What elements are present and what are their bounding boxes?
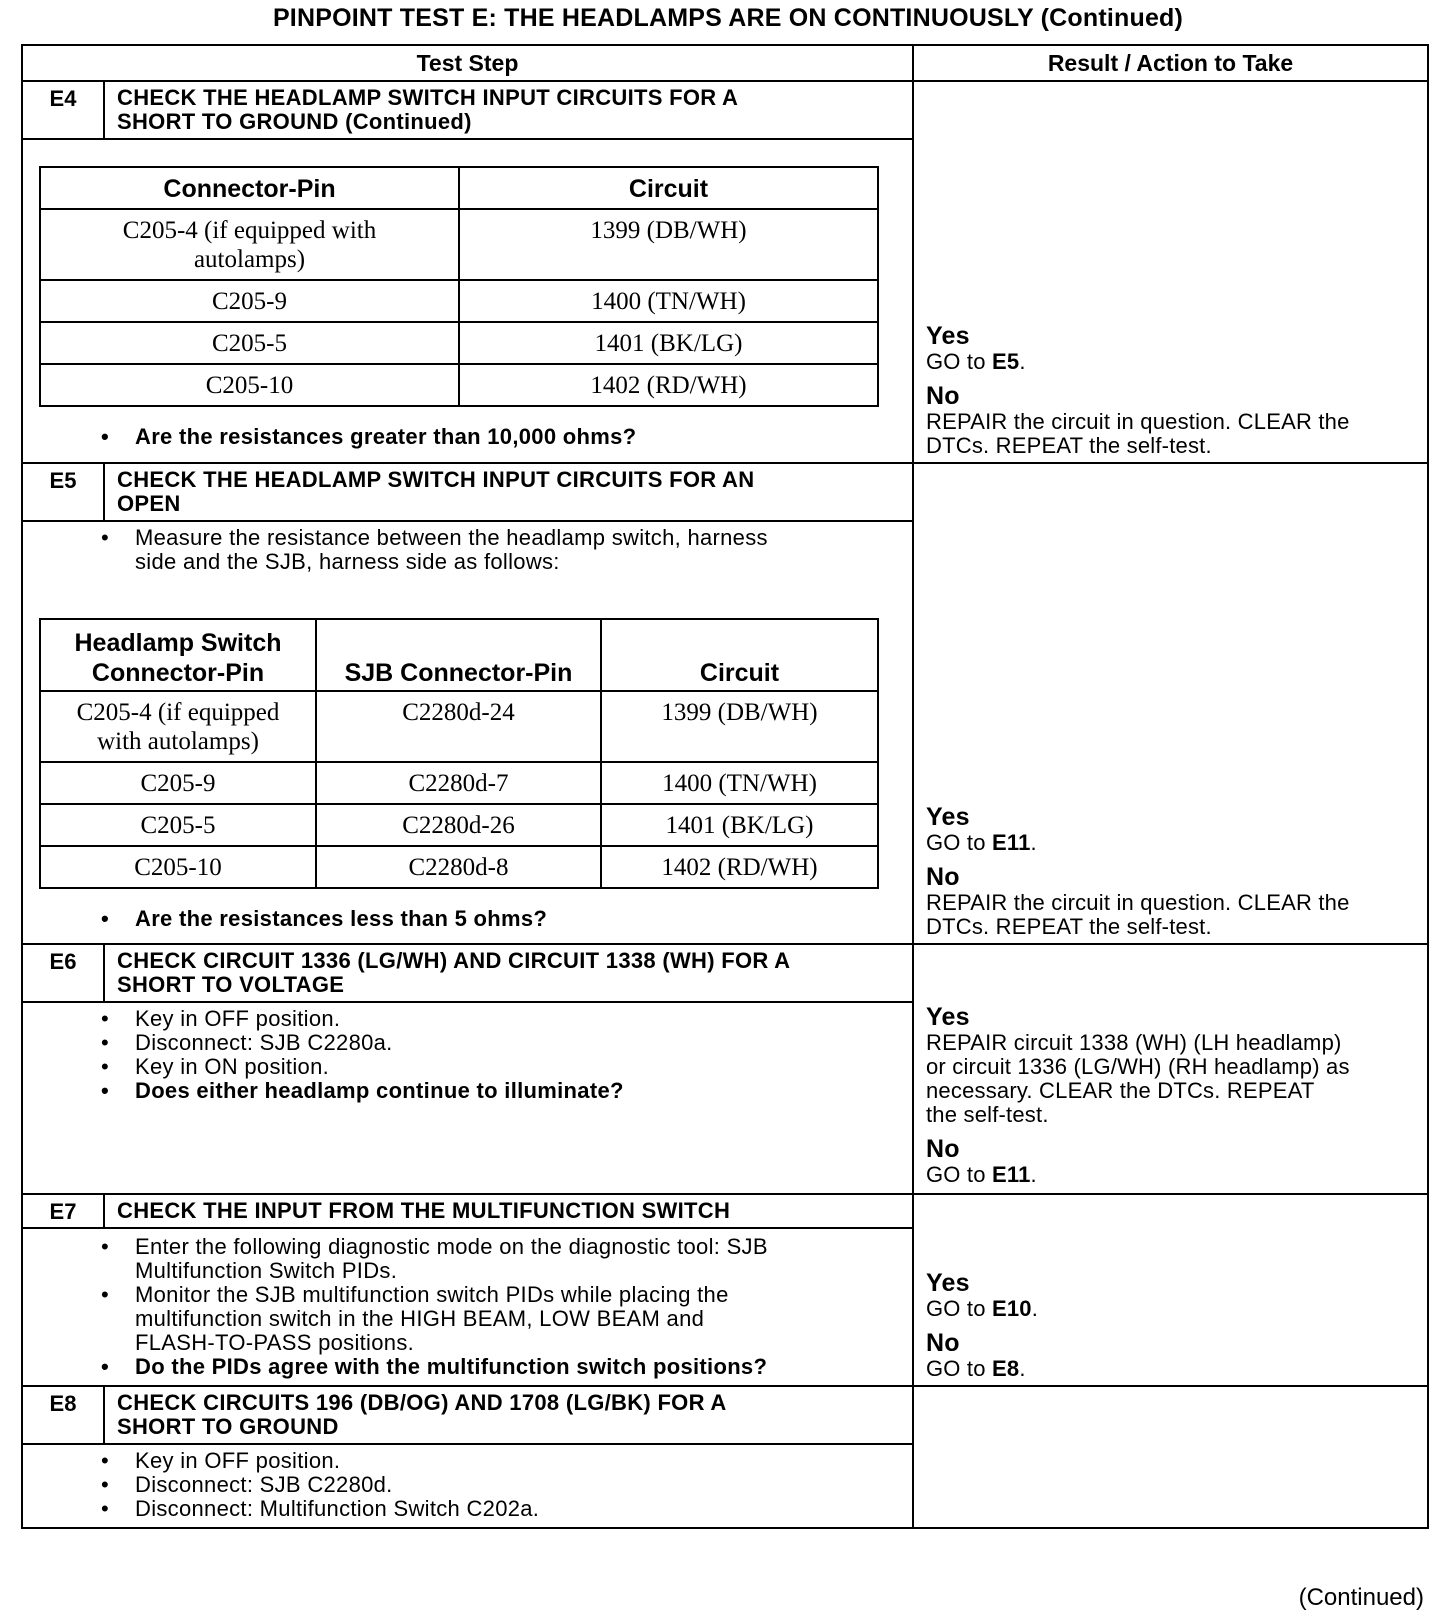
inner-cell: 1402 (RD/WH) xyxy=(601,846,878,888)
question: • Does either headlamp continue to illuminate? xyxy=(23,1079,896,1103)
bullet-item: • Key in OFF position. xyxy=(23,1449,896,1473)
bullet-item: • Disconnect: SJB C2280a. xyxy=(23,1031,896,1055)
step-row-e4 xyxy=(22,81,1428,463)
inner-row xyxy=(40,846,878,888)
yes-label: Yes xyxy=(926,1003,970,1031)
yes-action-line: necessary. CLEAR the DTCs. REPEAT xyxy=(926,1078,1315,1103)
bullet-item: • Disconnect: Multifunction Switch C202a. xyxy=(23,1497,896,1521)
step-row-e6 xyxy=(22,944,1428,1194)
inner-cell: C205-9 xyxy=(40,762,316,804)
step-row-e5 xyxy=(22,463,1428,944)
inner-header: Circuit xyxy=(459,167,878,209)
step-reference: E11 xyxy=(992,1162,1031,1187)
bullet-list xyxy=(23,907,896,931)
step-cell xyxy=(22,944,913,1194)
inner-row xyxy=(40,280,878,322)
column-header-test-step: Test Step xyxy=(22,45,913,81)
inner-cell: C205-10 xyxy=(40,364,459,406)
inner-cell xyxy=(40,691,316,762)
no-label: No xyxy=(926,1135,960,1163)
result-cell xyxy=(913,1194,1428,1386)
page-title: PINPOINT TEST E: THE HEADLAMPS ARE ON CONTINUOUSLY (Continued) xyxy=(272,4,1184,32)
yes-action-line: the self-test. xyxy=(926,1102,1049,1127)
action-text: GO to xyxy=(926,349,992,374)
step-id: E5 xyxy=(23,464,105,520)
inner-header-row xyxy=(40,167,878,209)
bullet-line: • Monitor the SJB multifunction switch PIDs while placing the xyxy=(135,1282,729,1307)
step-title-line: CHECK THE HEADLAMP SWITCH INPUT CIRCUITS FOR AN xyxy=(117,467,755,492)
step-body xyxy=(23,140,912,451)
step-title-line: SHORT TO GROUND xyxy=(117,1414,339,1439)
no-action-line: REPAIR the circuit in question. CLEAR the xyxy=(926,409,1350,434)
yes-label: Yes xyxy=(926,1269,970,1297)
inner-header-row xyxy=(40,619,878,691)
inner-cell: C205-9 xyxy=(40,280,459,322)
bullet-item: • Key in OFF position. xyxy=(23,1007,896,1031)
step-body xyxy=(23,1229,912,1381)
inner-cell: 1400 (TN/WH) xyxy=(601,762,878,804)
step-body xyxy=(23,1003,912,1105)
inner-row xyxy=(40,762,878,804)
header-line: Connector-Pin xyxy=(91,659,265,687)
inner-cell: C2280d-24 xyxy=(316,691,601,762)
inner-cell: C205-5 xyxy=(40,804,316,846)
step-reference: E5 xyxy=(992,349,1020,374)
action-text: GO to xyxy=(926,1296,992,1321)
inner-row xyxy=(40,322,878,364)
step-cell xyxy=(22,463,913,944)
inner-row xyxy=(40,364,878,406)
step-cell xyxy=(22,1194,913,1386)
inner-cell: 1400 (TN/WH) xyxy=(459,280,878,322)
step-title-line: CHECK CIRCUIT 1336 (LG/WH) AND CIRCUIT 1338 (WH) FOR A xyxy=(117,948,791,973)
inner-cell: 1399 (DB/WH) xyxy=(459,209,878,280)
result-cell xyxy=(913,944,1428,1194)
inner-header: SJB Connector-Pin xyxy=(316,619,601,691)
step-body xyxy=(23,522,912,933)
inner-header: Circuit xyxy=(601,619,878,691)
step-title xyxy=(105,1387,912,1443)
bullet-item: • Disconnect: SJB C2280d. xyxy=(23,1473,896,1497)
inner-cell: 1401 (BK/LG) xyxy=(459,322,878,364)
bullet-item xyxy=(23,1235,896,1283)
step-id: E6 xyxy=(23,945,105,1001)
no-label: No xyxy=(926,863,960,891)
inner-cell: 1399 (DB/WH) xyxy=(601,691,878,762)
cell-line: autolamps) xyxy=(193,246,306,273)
bullet-list xyxy=(23,1235,896,1379)
inner-header: Connector-Pin xyxy=(40,167,459,209)
step-title xyxy=(105,1195,912,1227)
pinpoint-test-table xyxy=(21,44,1429,1529)
step-header xyxy=(23,82,912,140)
step-header xyxy=(23,1195,912,1229)
inner-cell: C2280d-8 xyxy=(316,846,601,888)
bullet-list xyxy=(23,526,896,574)
yes-action: GO to E11. xyxy=(926,830,1037,855)
headlamp-sjb-connector-table xyxy=(39,618,879,889)
step-row-e7 xyxy=(22,1194,1428,1386)
step-reference: E8 xyxy=(992,1356,1020,1381)
step-title-line: CHECK CIRCUITS 196 (DB/OG) AND 1708 (LG/BK) FOR A xyxy=(117,1390,727,1415)
yes-label: Yes xyxy=(926,803,970,831)
cell-line: C205-4 (if equipped with xyxy=(122,217,377,244)
step-row-e8 xyxy=(22,1386,1428,1528)
bullet-line: • Measure the resistance between the headlamp switch, harness xyxy=(135,525,768,550)
no-action: GO to E11. xyxy=(926,1162,1037,1187)
no-label: No xyxy=(926,382,960,410)
inner-cell: 1401 (BK/LG) xyxy=(601,804,878,846)
result-cell xyxy=(913,463,1428,944)
step-reference: E10 xyxy=(992,1296,1032,1321)
yes-action-line: or circuit 1336 (LG/WH) (RH headlamp) as xyxy=(926,1054,1350,1079)
step-reference: E11 xyxy=(992,830,1031,855)
step-title xyxy=(105,82,912,138)
no-action-line: DTCs. REPEAT the self-test. xyxy=(926,914,1212,939)
column-header-result: Result / Action to Take xyxy=(913,45,1428,81)
action-text: GO to xyxy=(926,1162,992,1187)
step-title-line: CHECK THE HEADLAMP SWITCH INPUT CIRCUITS FOR A xyxy=(117,85,739,110)
inner-cell: C205-10 xyxy=(40,846,316,888)
step-body xyxy=(23,1445,912,1523)
step-cell xyxy=(22,1386,913,1528)
question: • Do the PIDs agree with the multifunction switch positions? xyxy=(23,1355,896,1379)
bullet-list xyxy=(23,1007,896,1103)
bullet-item: • Key in ON position. xyxy=(23,1055,896,1079)
question: • Are the resistances greater than 10,000 ohms? xyxy=(23,425,896,449)
bullet-line: • Enter the following diagnostic mode on the diagnostic tool: SJB xyxy=(135,1234,768,1259)
bullet-list xyxy=(23,425,896,449)
inner-cell: C205-5 xyxy=(40,322,459,364)
bullet-line: Multifunction Switch PIDs. xyxy=(135,1258,398,1283)
step-title-line: CHECK THE INPUT FROM THE MULTIFUNCTION SWITCH xyxy=(117,1198,731,1223)
step-cell xyxy=(22,81,913,463)
result-cell-empty xyxy=(913,1386,1428,1528)
no-action: GO to E8. xyxy=(926,1356,1026,1381)
step-id: E8 xyxy=(23,1387,105,1443)
step-header xyxy=(23,1387,912,1445)
action-text: GO to xyxy=(926,830,992,855)
inner-cell xyxy=(40,209,459,280)
cell-line: C205-4 (if equipped xyxy=(76,699,280,726)
step-title xyxy=(105,464,912,520)
yes-action: GO to E5. xyxy=(926,349,1026,374)
step-title-line: OPEN xyxy=(117,491,181,516)
inner-row xyxy=(40,209,878,280)
step-header xyxy=(23,464,912,522)
step-header xyxy=(23,945,912,1003)
bullet-list xyxy=(23,1449,896,1521)
no-action-line: REPAIR the circuit in question. CLEAR the xyxy=(926,890,1350,915)
step-title xyxy=(105,945,912,1001)
yes-action-line: REPAIR circuit 1338 (WH) (LH headlamp) xyxy=(926,1030,1342,1055)
bullet-line: multifunction switch in the HIGH BEAM, LOW BEAM and xyxy=(135,1306,705,1331)
connector-circuit-table xyxy=(39,166,879,407)
question: • Are the resistances less than 5 ohms? xyxy=(23,907,896,931)
yes-action: GO to E10. xyxy=(926,1296,1039,1321)
inner-cell: C2280d-7 xyxy=(316,762,601,804)
no-action-line: DTCs. REPEAT the self-test. xyxy=(926,433,1212,458)
bullet-item xyxy=(23,526,896,574)
bullet-line: side and the SJB, harness side as follows: xyxy=(135,549,560,574)
continued-footer: (Continued) xyxy=(1298,1584,1424,1611)
inner-cell: C2280d-26 xyxy=(316,804,601,846)
inner-row xyxy=(40,804,878,846)
inner-row xyxy=(40,691,878,762)
header-row xyxy=(22,45,1428,81)
yes-label: Yes xyxy=(926,322,970,350)
step-id: E4 xyxy=(23,82,105,138)
inner-cell: 1402 (RD/WH) xyxy=(459,364,878,406)
step-title-line: SHORT TO VOLTAGE xyxy=(117,972,345,997)
no-label: No xyxy=(926,1329,960,1357)
bullet-item xyxy=(23,1283,896,1355)
cell-line: with autolamps) xyxy=(97,728,259,755)
result-cell xyxy=(913,81,1428,463)
bullet-line: FLASH-TO-PASS positions. xyxy=(135,1330,415,1355)
inner-header xyxy=(40,619,316,691)
step-id: E7 xyxy=(23,1195,105,1227)
header-line: Headlamp Switch xyxy=(74,629,282,657)
step-title-line: SHORT TO GROUND (Continued) xyxy=(117,109,472,134)
action-text: GO to xyxy=(926,1356,992,1381)
